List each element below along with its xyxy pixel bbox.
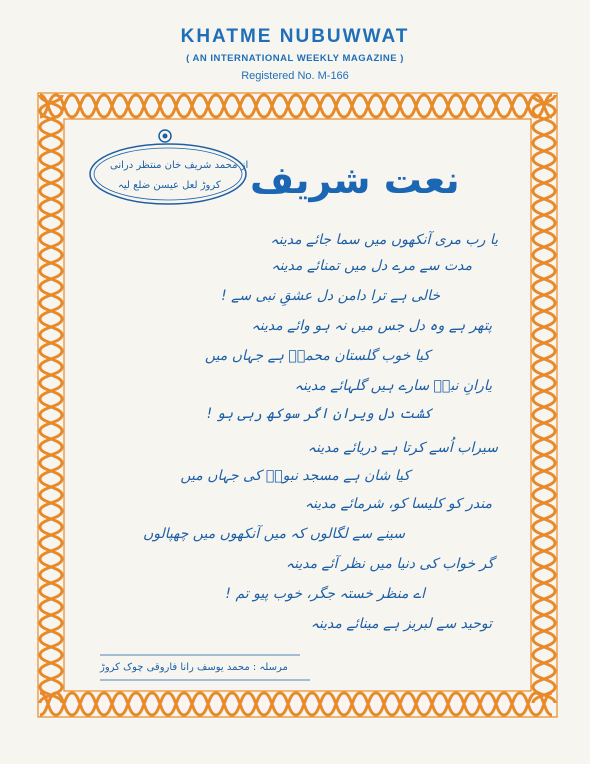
braid-strand <box>312 95 328 117</box>
braid-strand <box>40 335 62 351</box>
braid-strand <box>533 383 555 399</box>
braid-strand <box>56 693 72 715</box>
braid-strand <box>533 479 555 495</box>
braid-strand <box>40 367 62 383</box>
braid-strand <box>328 693 344 715</box>
verse-line: کیا خوب گلستان محمدؐ ہے جہاں میں <box>204 348 430 364</box>
braid-strand <box>533 591 555 607</box>
author-oval <box>90 144 249 204</box>
braid-strand <box>40 303 62 319</box>
braid-strand <box>40 607 62 623</box>
braid-strand <box>533 207 555 223</box>
braid-strand <box>472 693 488 715</box>
braid-strand <box>216 95 232 117</box>
braid-strand <box>248 95 264 117</box>
braid-strand <box>40 463 62 479</box>
verse-line: گر خواب کی دنیا میں نظر آئے مدینہ <box>285 556 494 572</box>
braid-strand <box>200 95 216 117</box>
braid-strand <box>264 95 280 117</box>
braid-strand <box>168 693 184 715</box>
verse-line: مدت سے مرے دل میں تمنائے مدینہ <box>271 258 472 274</box>
braid-strand <box>40 191 62 207</box>
braid-strand <box>533 527 555 543</box>
braid-strand <box>40 591 62 607</box>
braid-strand <box>533 255 555 271</box>
braid-strand <box>312 693 328 715</box>
braid-strand <box>136 693 152 715</box>
braid-strand <box>533 159 555 175</box>
braid-strand <box>533 671 555 687</box>
braid-strand <box>216 693 232 715</box>
braid-strand <box>533 367 555 383</box>
braid-strand <box>488 95 504 117</box>
braid-strand <box>344 95 360 117</box>
braid-strand <box>120 95 136 117</box>
braid-strand <box>296 693 312 715</box>
braid-strand <box>533 143 555 159</box>
verse-line: اے منظر خستہ جگر، خوب پیو تم ! <box>225 586 425 602</box>
verse-line: خالی ہے ترا دامن دل عشقِ نبی سے ! <box>221 288 440 304</box>
braid-strand <box>533 463 555 479</box>
braid-strand <box>200 693 216 715</box>
braid-strand <box>392 693 408 715</box>
braid-strand <box>88 693 104 715</box>
braid-strand <box>533 239 555 255</box>
braid-strand <box>533 511 555 527</box>
braid-strand <box>136 95 152 117</box>
braid-strand <box>440 693 456 715</box>
braid-strand <box>533 639 555 655</box>
braid-strand <box>40 319 62 335</box>
braid-strand <box>40 479 62 495</box>
braid-strand <box>40 511 62 527</box>
braid-strand <box>280 693 296 715</box>
verse-line: توحید سے لبریز ہے مینائے مدینہ <box>310 616 492 632</box>
author-line: از محمد شریف خان منتظر درانی <box>110 160 249 171</box>
braid-strand <box>40 415 62 431</box>
braid-strand <box>533 111 555 127</box>
poem-title: نعت شریف <box>250 158 460 202</box>
braid-strand <box>40 447 62 463</box>
braid-strand <box>40 559 62 575</box>
braid-strand <box>72 693 88 715</box>
braid-strand <box>40 207 62 223</box>
braid-strand <box>40 175 62 191</box>
braid-strand <box>40 223 62 239</box>
braid-strand <box>424 693 440 715</box>
braid-strand <box>533 607 555 623</box>
verse-line: یارانِ نبیؐ سارے ہیں گلہائے مدینہ <box>294 378 492 394</box>
braid-strand <box>533 335 555 351</box>
braid-strand <box>104 95 120 117</box>
braid-strand <box>376 95 392 117</box>
braid-strand <box>533 191 555 207</box>
braid-strand <box>533 415 555 431</box>
braid-strand <box>504 95 520 117</box>
braid-strand <box>232 693 248 715</box>
braid-strand <box>533 495 555 511</box>
braid-strand <box>533 175 555 191</box>
braid-strand <box>533 575 555 591</box>
braid-strand <box>184 95 200 117</box>
braid-strand <box>533 127 555 143</box>
braid-strand <box>40 623 62 639</box>
braid-strand <box>533 223 555 239</box>
braid-strand <box>40 431 62 447</box>
braid-strand <box>184 693 200 715</box>
braid-strand <box>408 693 424 715</box>
braid-strand <box>40 351 62 367</box>
braid-strand <box>40 159 62 175</box>
braid-strand <box>88 95 104 117</box>
braid-strand <box>40 639 62 655</box>
magazine-subtitle: ( AN INTERNATIONAL WEEKLY MAGAZINE ) <box>186 53 404 64</box>
braid-strand <box>264 693 280 715</box>
braid-strand <box>104 693 120 715</box>
border-rule <box>64 119 531 691</box>
braid-strand <box>456 693 472 715</box>
braid-strand <box>520 693 536 715</box>
braid-strand <box>72 95 88 117</box>
sender-credit: مرسلہ : محمد یوسف رانا فاروقی چوک کروڑ <box>100 662 288 673</box>
braid-strand <box>232 95 248 117</box>
braid-strand <box>40 255 62 271</box>
braid-strand <box>533 447 555 463</box>
braid-strand <box>440 95 456 117</box>
registration-number: Registered No. M-166 <box>241 70 349 82</box>
verse-line: مندر کو کلیسا کو، شرمائے مدینہ <box>304 496 492 512</box>
braid-strand <box>40 575 62 591</box>
braid-strand <box>456 95 472 117</box>
verse-line: پتھر ہے وہ دل جس میں نہ ہو وائے مدینہ <box>251 318 492 334</box>
braid-strand <box>40 495 62 511</box>
braid-strand <box>40 239 62 255</box>
braid-strand <box>472 95 488 117</box>
braid-strand <box>40 655 62 671</box>
braid-strand <box>40 143 62 159</box>
braid-strand <box>168 95 184 117</box>
braid-strand <box>120 693 136 715</box>
braid-strand <box>40 127 62 143</box>
braid-strand <box>533 655 555 671</box>
braid-strand <box>40 527 62 543</box>
braid-strand <box>328 95 344 117</box>
braid-strand <box>424 95 440 117</box>
braid-strand <box>344 693 360 715</box>
braid-strand <box>152 693 168 715</box>
verse-line: کشت دل ویران اگر سوکھ رہی ہو ! <box>206 406 432 422</box>
braid-strand <box>40 271 62 287</box>
braid-strand <box>40 383 62 399</box>
braid-strand <box>40 543 62 559</box>
braid-strand <box>360 95 376 117</box>
braid-strand <box>40 399 62 415</box>
verse-line: سیراب اُسے کرتا ہے دریائے مدینہ <box>307 440 498 456</box>
braid-strand <box>533 623 555 639</box>
braid-strand <box>533 431 555 447</box>
author-line: کروڑ لعل عیسن ضلع لیہ <box>118 180 221 191</box>
magazine-title: KHATME NUBUWWAT <box>180 26 410 47</box>
braid-strand <box>533 351 555 367</box>
verse-line: سینے سے لگالوں کہ میں آنکھوں میں چھپالوں <box>142 526 405 542</box>
braid-strand <box>533 303 555 319</box>
braid-strand <box>280 95 296 117</box>
braid-strand <box>152 95 168 117</box>
braid-strand <box>533 559 555 575</box>
braid-strand <box>533 287 555 303</box>
braid-strand <box>408 95 424 117</box>
verse-line: یا رب مری آنکھوں میں سما جائے مدینہ <box>270 232 498 248</box>
braid-strand <box>392 95 408 117</box>
braid-strand <box>40 671 62 687</box>
braid-strand <box>533 399 555 415</box>
braid-strand <box>533 271 555 287</box>
braid-strand <box>376 693 392 715</box>
braid-strand <box>360 693 376 715</box>
braid-strand <box>296 95 312 117</box>
braid-strand <box>533 543 555 559</box>
verse-line: کیا شان ہے مسجد نبویؐ کی جہاں میں <box>180 468 410 484</box>
braid-strand <box>248 693 264 715</box>
braid-strand <box>533 319 555 335</box>
braid-strand <box>40 287 62 303</box>
braid-strand <box>504 693 520 715</box>
braid-strand <box>488 693 504 715</box>
